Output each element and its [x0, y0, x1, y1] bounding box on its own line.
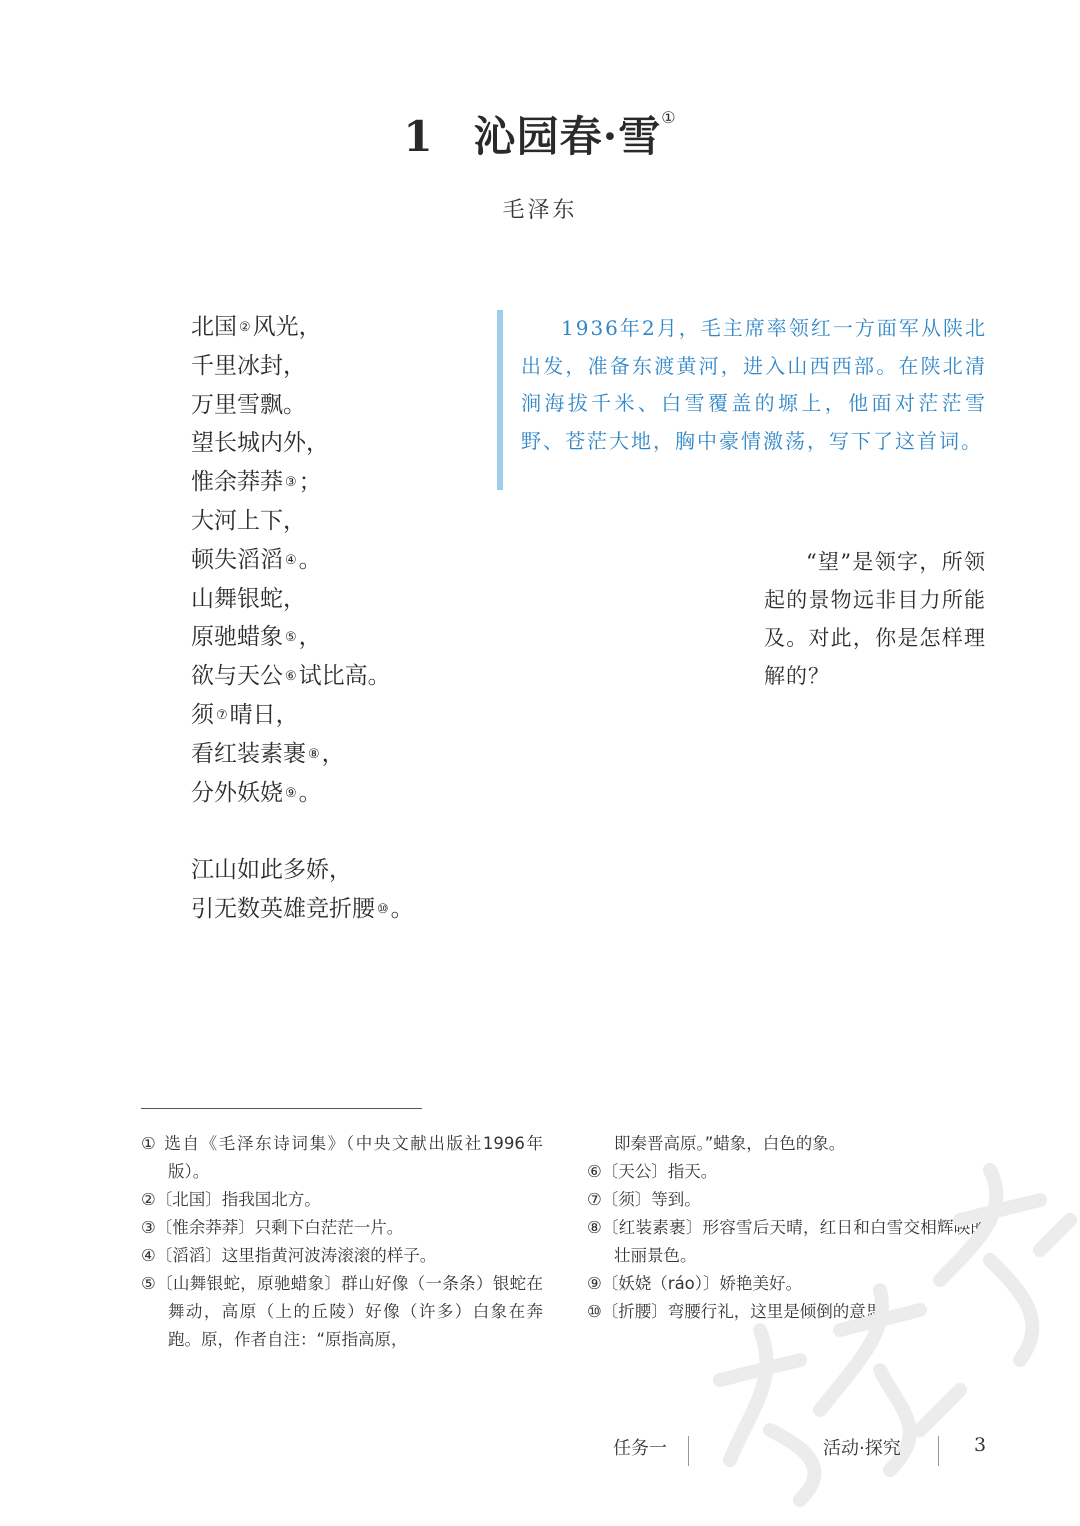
intro-text: 1936年2月，毛主席率领红一方面军从陕北出发，准备东渡黄河，进入山西西部。在陕北清涧海拔千米、白雪覆盖的塬上，他面对茫茫雪野、苍茫大地，胸中豪情激荡，写下了这首词。	[521, 316, 987, 453]
poem-line-text: 试比高。	[298, 663, 391, 690]
footnote-item: ④〔滔滔〕这里指黄河波涛滚滚的样子。	[141, 1246, 437, 1265]
poem-line	[191, 308, 414, 347]
poem-line-text: 大河上下，	[191, 507, 306, 534]
footnote-mark: ⑩	[377, 901, 389, 917]
footer-section-label: 活动·探究	[823, 1438, 901, 1459]
poem-line-text: 望长城内外，	[191, 430, 329, 457]
footnote-mark: ②	[239, 320, 251, 335]
footnote-mark: ③	[285, 475, 297, 491]
lesson-title	[0, 104, 1080, 164]
footnote-item: ⑧〔红装素裹〕形容雪后天晴，红日和白雪交相辉映的壮丽景色。	[587, 1218, 987, 1265]
footnote-continuation: 即秦晋高原。”蜡象，白色的象。	[614, 1134, 846, 1153]
stanza-gap	[191, 812, 414, 851]
footnote-item: ②〔北国〕指我国北方。	[141, 1190, 321, 1209]
poem-line-text: 山舞银蛇，	[191, 585, 306, 612]
poem-line-text: 北国	[191, 314, 237, 340]
poem-stanza-1	[191, 308, 414, 812]
footnote-divider	[141, 1108, 422, 1109]
footnote-mark: ⑥	[285, 669, 297, 685]
poem-line	[191, 890, 414, 929]
poem-line-text: 须	[191, 701, 214, 728]
poem-line-text: 原驰蜡象	[191, 624, 283, 651]
poem-line	[191, 502, 414, 541]
poem-line-text: 惟余莽莽	[191, 469, 283, 496]
poem-line	[191, 657, 414, 696]
poem-line-text: 看红装素裹	[191, 740, 306, 767]
footnote-item: ⑦〔须〕等到。	[587, 1190, 701, 1209]
footnote-mark: ⑨	[285, 785, 297, 801]
poem-line-text: 欲与天公	[191, 663, 283, 690]
poem-line-text: 江山如此多娇，	[191, 857, 352, 884]
margin-question	[764, 543, 986, 695]
footer-divider	[688, 1436, 689, 1466]
footnote-item: ⑩〔折腰〕弯腰行礼，这里是倾倒的意思。	[587, 1302, 899, 1321]
poem-line-text: 风光，	[252, 314, 322, 340]
poem-line	[191, 463, 414, 502]
poem-line	[191, 735, 414, 774]
poem-line-text: 。	[390, 895, 414, 922]
poem-line-text: ，	[321, 740, 345, 767]
poem-line-text: 千里冰封，	[191, 352, 306, 379]
lesson-title-text: 沁园春·雪	[473, 112, 662, 161]
poem-line-text: 顿失滔滔	[191, 546, 283, 573]
poem-line-text: 万里雪飘。	[191, 391, 306, 418]
poem-line	[191, 851, 414, 890]
footnote-mark: ④	[285, 552, 297, 568]
poem-line	[191, 580, 414, 619]
poem-line-text: ；	[298, 469, 322, 496]
poem-body	[191, 308, 414, 929]
footnote-item: ① 选自《毛泽东诗词集》（中央文献出版社1996年版）。	[141, 1134, 543, 1181]
poem-line	[191, 424, 414, 463]
poem-line-text: ，	[298, 624, 322, 651]
author-name: 毛泽东	[502, 198, 578, 223]
poem-line-text: 分外妖娆	[191, 779, 283, 806]
poem-line	[191, 774, 414, 813]
intro-sidebar	[497, 310, 987, 490]
lesson-number: 1	[403, 112, 434, 161]
footnotes-left-column	[141, 1130, 543, 1354]
footnote-item: ⑤〔山舞银蛇，原驰蜡象〕群山好像（一条条）银蛇在舞动，高原（上的丘陵）好像（许多）白象在奔跑。原，作者自注：“原指高原，	[141, 1274, 543, 1349]
page-number: 3	[974, 1434, 987, 1456]
poem-line	[191, 696, 414, 735]
poem-line	[191, 541, 414, 580]
footnote-item: ⑥〔天公〕指天。	[587, 1162, 718, 1181]
poem-line-text: 晴日，	[229, 701, 299, 728]
poem-line-text: 引无数英雄竞折腰	[191, 895, 375, 922]
poem-line	[191, 618, 414, 657]
footnote-mark: ⑤	[285, 630, 297, 646]
footnote-mark: ⑦	[216, 707, 228, 723]
footnote-item: ③〔惟余莽莽〕只剩下白茫茫一片。	[141, 1218, 404, 1237]
poem-line-text: 。	[298, 546, 322, 573]
question-text: “望”是领字，所领起的景物远非目力所能及。对此，你是怎样理解的？	[764, 550, 986, 688]
footer-task-label: 任务一	[613, 1438, 667, 1459]
poem-line	[191, 386, 414, 425]
poem-stanza-2	[191, 851, 414, 929]
footnote-mark: ⑧	[308, 746, 320, 762]
footer-divider	[938, 1436, 939, 1466]
poem-line	[191, 347, 414, 386]
title-footnote-mark: ①	[661, 108, 677, 127]
poem-line-text: 。	[298, 779, 322, 806]
footnote-item: ⑨〔妖娆（ráo）〕娇艳美好。	[587, 1274, 803, 1293]
